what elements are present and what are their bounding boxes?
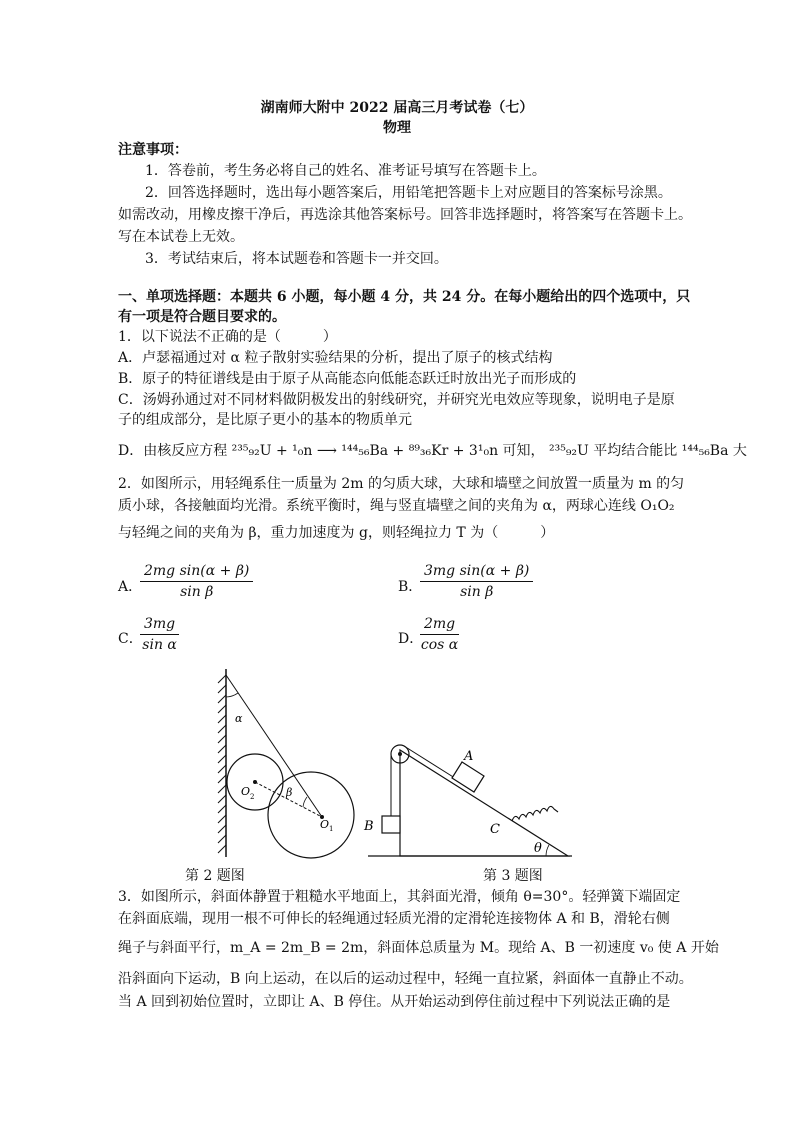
q2-option-a-numerator: 2mg sin(α + β) xyxy=(140,563,253,582)
q2-option-b-numerator: 3mg sin(α + β) xyxy=(420,563,533,582)
q1-option-c-line2: 子的组成部分，是比原子更小的基本的物质单元 xyxy=(118,412,412,428)
notice-heading: 注意事项： xyxy=(118,142,188,158)
q3-line4: 沿斜面向下运动，B 向上运动，在以后的运动过程中，轻绳一直拉紧，斜面体一直静止不动。 xyxy=(118,971,693,987)
notice-item-2-line1: 2．回答选择题时，选出每小题答案后，用铅笔把答题卡上对应题目的答案标号涂黑。 xyxy=(145,185,672,201)
o2-label: O xyxy=(241,785,251,798)
notice-item-2-line3: 写在本试卷上无效。 xyxy=(118,229,244,245)
beta-arc xyxy=(303,797,307,807)
q3-line2: 在斜面底端，现用一根不可伸长的轻绳通过轻质光滑的定滑轮连接物体 A 和 B，滑轮右侧 xyxy=(118,911,670,927)
q2-option-d-denominator: cos α xyxy=(420,637,459,653)
q2-option-b-label: B． xyxy=(398,579,423,595)
q2-option-a-fraction xyxy=(140,563,253,600)
q1-stem: 1．以下说法不正确的是（ ） xyxy=(118,329,337,345)
section-1-heading-line2: 有一项是符合题目要求的。 xyxy=(118,309,286,325)
q3-line5: 当 A 回到初始位置时，立即让 A、B 停住。从开始运动到停住前过程中下列说法正确的是 xyxy=(118,994,671,1010)
q2-option-d-numerator: 2mg xyxy=(420,616,459,635)
figure-3-caption: 第 3 题图 xyxy=(483,868,543,884)
pulley-axle xyxy=(398,752,402,756)
q2-option-c-fraction xyxy=(140,616,179,653)
incline-triangle xyxy=(400,750,568,856)
q2-option-c-denominator: sin α xyxy=(142,637,177,653)
q2-stem-line2: 质小球，各接触面均光滑。系统平衡时，绳与竖直墙壁之间的夹角为 α，两球心连线 O₁O₂ xyxy=(118,498,675,514)
wall-hatching xyxy=(218,675,226,853)
alpha-arc xyxy=(226,693,238,697)
block-b xyxy=(382,816,400,833)
q2-option-a-denominator: sin β xyxy=(180,584,214,600)
o1-label: O xyxy=(320,818,330,831)
q1-option-d: D．由核反应方程 ²³⁵₉₂U + ¹₀n ⟶ ¹⁴⁴₅₆Ba + ⁸⁹₃₆Kr + 3¹₀n 可知， ²³⁵₉₂U 平均结合能比 ¹⁴⁴₅₆Ba 大 xyxy=(118,443,747,459)
q2-option-a-label: A． xyxy=(118,579,143,595)
figure-2-diagram xyxy=(205,665,365,865)
theta-label: θ xyxy=(534,841,542,856)
section-1-heading-line1: 一、单项选择题：本题共 6 小题，每小题 4 分，共 24 分。在每小题给出的四个选项中，只 xyxy=(118,289,691,305)
beta-label: β xyxy=(286,786,293,799)
q1-option-c-line1: C．汤姆孙通过对不同材料做阴极发出的射线研究，并研究光电效应等现象，说明电子是原 xyxy=(118,392,675,408)
q2-option-c-numerator: 3mg xyxy=(140,616,179,635)
q2-option-d-label: D． xyxy=(398,631,424,647)
block-b-label: B xyxy=(364,819,374,834)
exam-subject: 物理 xyxy=(383,120,411,136)
alpha-label: α xyxy=(235,712,243,725)
exam-title: 湖南师大附中 2022 届高三月考试卷（七） xyxy=(260,100,534,116)
q2-option-d-fraction xyxy=(420,616,459,653)
q2-stem-line3: 与轻绳之间的夹角为 β，重力加速度为 g，则轻绳拉力 T 为（ ） xyxy=(118,525,555,541)
figure-3-diagram xyxy=(360,740,575,865)
notice-item-3: 3．考试结束后，将本试题卷和答题卡一并交回。 xyxy=(145,251,448,267)
theta-arc xyxy=(546,845,549,856)
rope-to-a xyxy=(404,746,458,780)
q3-line1: 3．如图所示，斜面体静置于粗糙水平地面上，其斜面光滑，倾角 θ=30°。轻弹簧下端固定 xyxy=(118,889,681,905)
q2-option-b-denominator: sin β xyxy=(460,584,494,600)
figure-2-caption: 第 2 题图 xyxy=(185,868,245,884)
block-a-label: A xyxy=(464,749,474,764)
spring xyxy=(512,806,558,821)
q2-option-b-fraction xyxy=(420,563,533,600)
block-a xyxy=(452,762,484,792)
o1-subscript: 1 xyxy=(329,825,334,833)
q1-option-a: A．卢瑟福通过对 α 粒子散射实验结果的分析，提出了原子的核式结构 xyxy=(118,350,553,366)
o2-subscript: 2 xyxy=(250,793,255,801)
incline-c-label: C xyxy=(490,822,500,837)
notice-item-2-line2: 如需改动，用橡皮擦干净后，再选涂其他答案标号。回答非选择题时，将答案写在答题卡上。 xyxy=(118,207,692,223)
notice-item-1: 1．答卷前，考生务必将自己的姓名、准考证号填写在答题卡上。 xyxy=(145,163,546,179)
q2-stem-line1: 2．如图所示，用轻绳系住一质量为 2m 的匀质大球，大球和墙壁之间放置一质量为 m 的匀 xyxy=(118,476,685,492)
large-ball xyxy=(268,772,354,858)
q1-option-b: B．原子的特征谱线是由于原子从高能态向低能态跃迁时放出光子而形成的 xyxy=(118,371,577,387)
q3-line3: 绳子与斜面平行，m_A = 2m_B = 2m，斜面体总质量为 M。现给 A、B 一初速度 v₀ 使 A 开始 xyxy=(118,940,719,956)
q2-option-c-label: C． xyxy=(118,631,143,647)
